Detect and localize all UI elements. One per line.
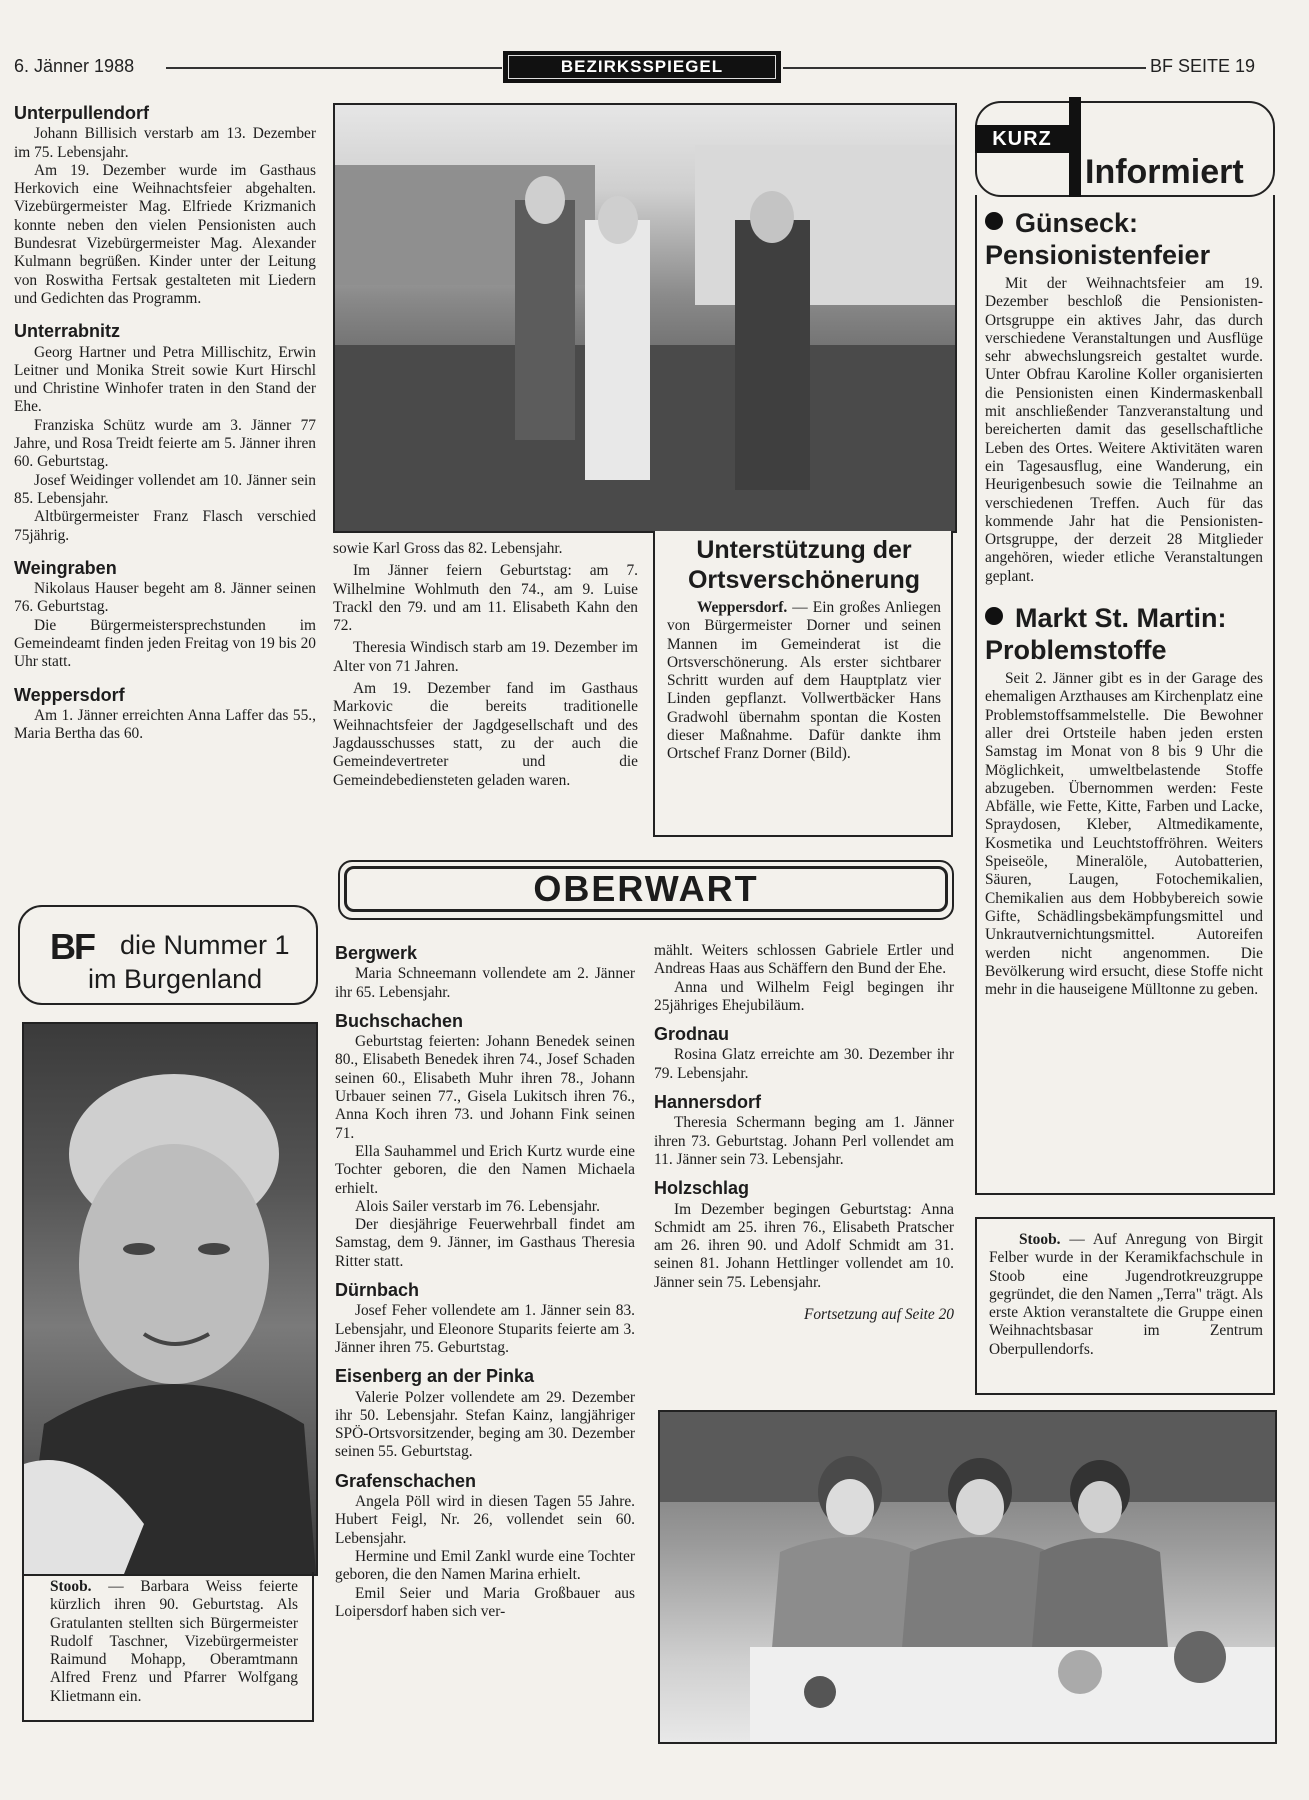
paragraph: Anna und Wilhelm Feigl begingen ihr 25jähriges Ehejubiläum. (654, 978, 954, 1014)
headline-line1: Unterstützung der (696, 536, 912, 564)
paragraph: Angela Pöll wird in diesen Tagen 55 Jahre. Hubert Feigl, Nr. 26, vollendet sein 60. Lebensjahr. (335, 1493, 635, 1547)
paragraph: Am 19. Dezember fand im Gasthaus Markovic die bereits traditionelle Weihnachtsfeier der Jagdgesellschaft und des Jagdausschusses statt, zu der auch die Gemeindevertreter und die Gemeindebediensteten geladen waren. (333, 680, 638, 789)
martin-title1: Markt St. Martin: (1015, 603, 1227, 634)
guenseck-title2: Pensionistenfeier (985, 240, 1211, 270)
paragraph: Josef Feher vollendete am 1. Jänner sein 83. Lebensjahr, und Eleonore Stuparits feierte am 3. Jänner ihren 75. Geburtstag. (335, 1302, 635, 1356)
header-rule-left (166, 67, 502, 69)
paragraph: Alois Sailer verstarb im 76. Lebensjahr. (355, 1197, 600, 1215)
paragraph: Johann Billisich verstarb am 13. Dezember im 75. Lebensjahr. (14, 125, 316, 161)
paragraph: Der diesjährige Feuerwehrball findet am Samstag, dem 9. Jänner, im Gasthaus Theresia Ritter statt. (335, 1216, 635, 1270)
guenseck-text: Mit der Weihnachtsfeier am 19. Dezember beschloß die Pensionisten-Ortsgruppe ein aktives Jahr, das durch verschiedene Veranstaltungen und Ausflüge sehr abwechslungsreich gestaltet wurde. Unter Obfrau Karoline Koller organisierten die Pensionisten einen Kindermaskenball mit anschließender Tanzveranstaltung und bereicherten damit das gesellschaftliche Leben des Ortes. Weitere Aktivitäten waren ein Tagesausflug, eine Wanderung, ein Heurigenbesuch sowie die Teilnahme an verschiedenen Treffen. Auch für das kommende Jahr hat die Pensionisten-Ortsgruppe, der derzeit 28 Mitglieder angehören, wieder etliche Veranstaltungen geplant. (985, 275, 1263, 585)
paragraph: Im Jänner feiern Geburtstag: am 7. Wilhelmine Wohlmuth den 74., am 9. Luise Trackl den 79. und am 11. Elisabeth Kahn den 72. (333, 562, 638, 635)
paragraph: Theresia Schermann beging am 1. Jänner ihren 73. Geburtstag. Johann Perl vollendet am 11. Jänner sein 73. Lebensjahr. (654, 1114, 954, 1168)
paragraph: Maria Schneemann vollendete am 2. Jänner ihr 65. Lebensjahr. (335, 965, 635, 1001)
paragraph: Im Dezember begingen Geburtstag: Anna Schmidt am 25. ihren 76., Elisabeth Pratscher am 26. ihren 90. und Adolf Schmidt am 31. seinen 81. Johann Hettlinger vollendet am 10. Jänner sein 75. Lebensjahr. (654, 1200, 954, 1291)
paragraph: Josef Weidinger vollendet am 10. Jänner sein 85. Lebensjahr. (14, 471, 316, 507)
bf-ad-line1: die Nummer 1 (120, 930, 290, 960)
oberwart-title: OBERWART (533, 868, 759, 909)
continued-note: Fortsetzung auf Seite 20 (803, 1306, 954, 1324)
paragraph: sowie Karl Gross das 82. Lebensjahr. (333, 540, 563, 557)
subhead-grodnau: Grodnau (654, 1024, 729, 1045)
portrait-caption (50, 1578, 298, 1706)
subhead-bergwerk: Bergwerk (335, 943, 418, 963)
bf-ad-box (18, 905, 318, 1005)
paragraph: Valerie Polzer vollendete am 29. Dezember ihr 50. Lebensjahr. Stefan Kainz, langjähriger SPÖ-Ortsvorsitzender, beging am 30. Dezember seinen 55. Geburtstag. (335, 1388, 635, 1461)
kurz-informiert-column (985, 207, 1263, 999)
section-title: BEZIRKSSPIEGEL (560, 57, 724, 76)
middle-upper-column (333, 540, 638, 790)
subhead-weingraben: Weingraben (14, 557, 117, 578)
ortsverschoenerung-headline (667, 535, 941, 595)
kurz-badge-label: KURZ (992, 127, 1052, 150)
subhead-buchschachen: Buchschachen (335, 1010, 464, 1031)
kurz-informiert-header (975, 101, 1275, 197)
martin-headline (985, 602, 1263, 634)
subhead-unterrabnitz: Unterrabnitz (14, 321, 121, 342)
paragraph: Hermine und Emil Zankl wurde eine Tochter geboren, die den Namen Marina erhielt. (335, 1547, 635, 1584)
paragraph: Altbürgermeister Franz Flasch verschied 75jährig. (14, 508, 316, 544)
kurz-badge (975, 125, 1069, 153)
portrait-illustration (24, 1024, 316, 1574)
kicker: Stoob. (1019, 1231, 1061, 1248)
header-rule-right (783, 67, 1146, 69)
paragraph: Rosina Glatz erreichte am 30. Dezember ihr 79. Lebensjahr. (654, 1046, 954, 1082)
subhead-weppersdorf: Weppersdorf (14, 684, 125, 705)
photo-illustration (660, 1412, 1275, 1742)
kurz-title: Informiert (1085, 153, 1244, 191)
subhead-holzschlag: Holzschlag (654, 1178, 750, 1199)
guenseck-title1: Günseck: (1015, 208, 1139, 238)
oberwart-column-1 (335, 944, 635, 1621)
headline-line2: Ortsverschönerung (687, 566, 920, 594)
martin-title2: Problemstoffe (985, 635, 1167, 666)
issue-date: 6. Jänner 1988 (14, 56, 135, 76)
bullet-icon (985, 607, 1003, 625)
bf-logo: BF (50, 926, 94, 967)
martin-text: Seit 2. Jänner gibt es in der Garage des ehemaligen Arzthauses am Kirchenplatz eine Problemstoffsammelstelle. Die Bewohner aller drei Ortsteile haben jeden ersten Samstag im Monat von 8 bis 9 Uhr die Möglichkeit, umweltbelastende Stoffe abzugeben. Übernommen werden: Feste Abfälle, wie Fette, Kitte, Farben und Lacke, Spraydosen, Kleber, Altmedikamente, Kosmetika und Leuchtstoffröhren. Weiters Speiseöle, Mineralöle, Autobatterien, Säuren, Laugen, Fotochemikalien, Chemikalien aus dem Hobbybereich sowie Gifte, Schädlingsbekämpfungsmittel und Unkrautvernichtungsmittel. Autoreifen werden nicht angenommen. Die Bevölkerung wird ersucht, diese Stoffe nicht mehr in die hauseigene Mülltonne zu geben. (985, 670, 1263, 999)
subhead-unterpullendorf: Unterpullendorf (14, 103, 149, 123)
left-column (14, 104, 316, 744)
ortsverschoenerung-text (667, 599, 941, 764)
kicker: Weppersdorf. (697, 599, 788, 616)
oberwart-banner (338, 860, 954, 920)
ortsverschoenerung-box (653, 531, 953, 837)
paragraph: Die Bürgermeistersprechstunden im Gemeindeamt finden jeden Freitag von 19 bis 20 Uhr statt. (14, 616, 316, 671)
oberwart-column-2 (654, 942, 954, 1324)
subhead-grafenschachen: Grafenschachen (335, 1470, 477, 1491)
subhead-duernbach: Dürnbach (335, 1280, 420, 1301)
paragraph: Georg Hartner und Petra Millischitz, Erwin Leitner und Monika Streit sowie Kurt Hirschl und Christine Winhofer traten in den Stand der Ehe. (14, 343, 316, 416)
caption-text: — Barbara Weiss feierte kürzlich ihren 90. Geburtstag. Als Gratulanten stellten sich Bürgermeister Rudolf Taschner, Vizebürgermeister Raimund Mohapp, Oberamtmann Alfred Frenz und Pfarrer Wolfgang Klietmann ein. (50, 1578, 298, 1705)
portrait-photo-barbara-weiss (22, 1022, 318, 1576)
paragraph: Nikolaus Hauser begeht am 8. Jänner seinen 76. Geburtstag. (14, 580, 316, 616)
paragraph: Am 19. Dezember wurde im Gasthaus Herkovich eine Weihnachtsfeier abgehalten. Vizebürgermeister Mag. Elfriede Krizmanich konnte neben den vielen Pensionisten auch Bundesrat Vizebürgermeister Mag. Alexander Kulmann begrüßen. Kinder unter der Leitung von Roswitha Fertsak gestalteten mit Liedern und Gedichten das Programm. (14, 161, 316, 307)
paragraph: Franziska Schütz wurde am 3. Jänner 77 Jahre, und Rosa Treidt feierte am 5. Jänner ihren 60. Geburtstag. (14, 416, 316, 471)
photo-illustration (335, 105, 955, 531)
stoob-youth-box (975, 1217, 1275, 1395)
paragraph: Ella Sauhammel und Erich Kurtz wurde eine Tochter geboren, die den Namen Michaela erhielt. (335, 1142, 635, 1197)
photo-weppersdorf-ortsverschoenerung (333, 103, 957, 533)
stoob-youth-text (989, 1231, 1263, 1359)
paragraph: Theresia Windisch starb am 19. Dezember im Alter von 71 Jahren. (333, 639, 638, 675)
paragraph: mählt. Weiters schlossen Gabriele Ertler und Andreas Haas aus Schäffern den Bund der Ehe. (654, 942, 954, 978)
portrait-caption-box (22, 1572, 314, 1722)
caption-kicker: Stoob. (50, 1578, 92, 1595)
subhead-eisenberg: Eisenberg an der Pinka (335, 1366, 535, 1387)
bullet-icon (985, 212, 1003, 230)
paragraph: Am 1. Jänner erreichten Anna Laffer das 55., Maria Bertha das 60. (14, 706, 316, 743)
body: — Auf Anregung von Birgit Felber wurde in der Keramikfachschule in Stoob eine Jugendrotkreuzgruppe gegründet, die den Namen „Terra" trägt. Als erste Aktion veranstaltete die Gruppe einen Weihnachtsbasar im Zentrum Oberpullendorfs. (989, 1231, 1263, 1358)
paragraph: Geburtstag feierten: Johann Benedek seinen 80., Elisabeth Benedek ihren 74., Josef Schaden seinen 60., Elisabeth Muhr ihren 78., Johann Urbauer seinen 77., Gisela Lukitsch ihren 76., Anna Koch ihren 73. und Johann Fink seinen 71. (335, 1033, 635, 1142)
guenseck-headline (985, 207, 1263, 239)
kurz-bar (1069, 97, 1081, 197)
paragraph: Emil Seier und Maria Großbauer aus Loipersdorf haben sich ver- (335, 1584, 635, 1620)
body: — Ein großes Anliegen von Bürgermeister Dorner und seinen Mannen im Gemeinderat ist die Ortsverschönerung. Als erster sichtbarer Schritt wurden auf dem Hauptplatz vier Linden gepflanzt. Vollwertbäcker Hans Gradwohl übernahm spontan die Kosten dieser Maßnahme. Dafür dankte ihm Ortschef Franz Dorner (Bild). (667, 599, 941, 763)
section-banner (503, 51, 781, 83)
photo-weihnachtsbasar (658, 1410, 1277, 1744)
bf-ad-line2: im Burgenland (88, 964, 263, 994)
subhead-hannersdorf: Hannersdorf (654, 1092, 762, 1113)
page-number: BF SEITE 19 (1150, 56, 1256, 76)
